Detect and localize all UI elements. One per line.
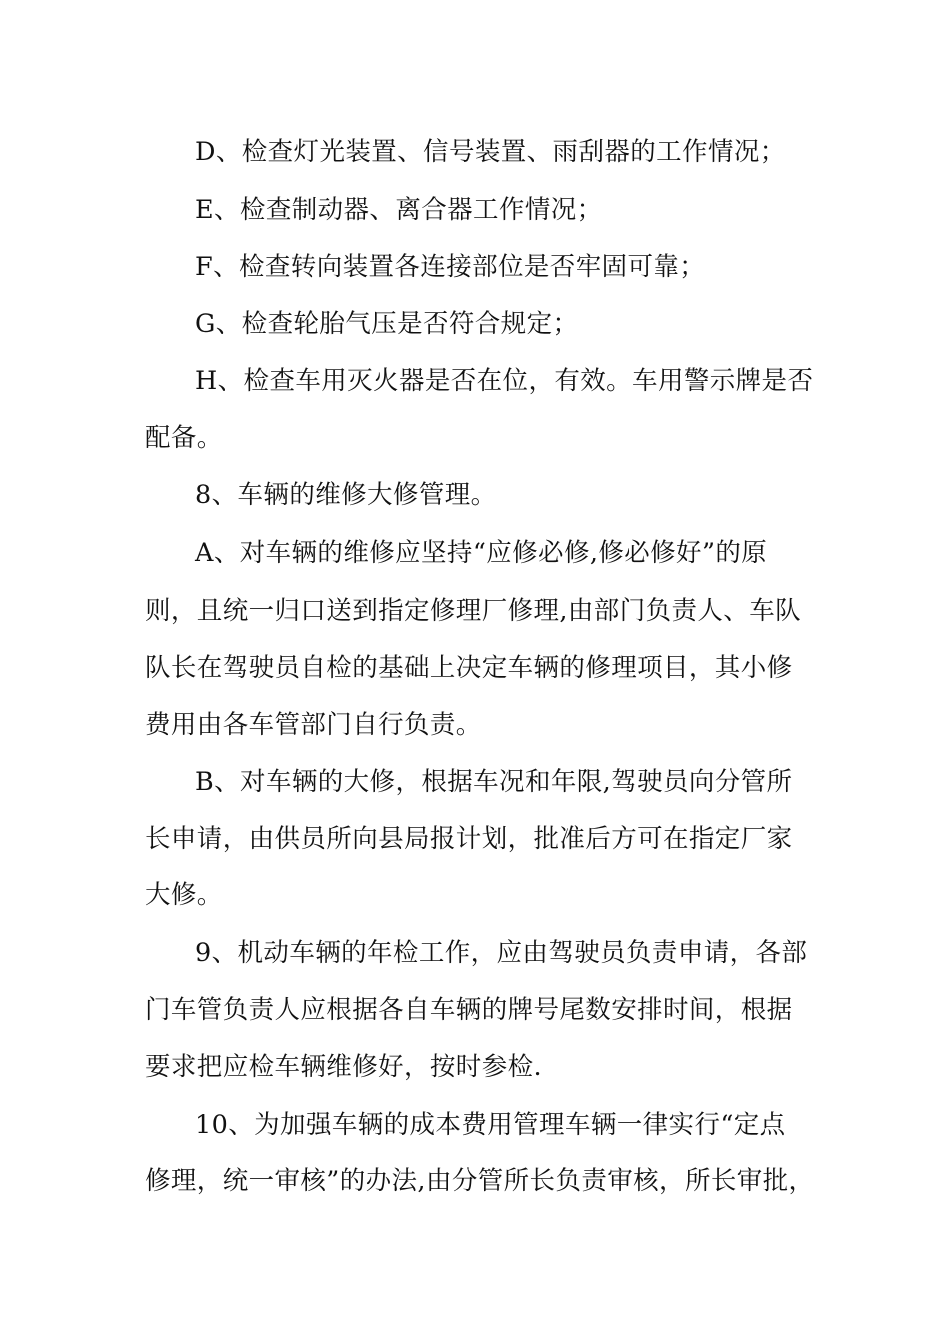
section-heading-8: 8、车辆的维修大修管理。 (195, 480, 497, 510)
text-line-b-3: 大修。 (145, 880, 223, 910)
text-line-h: H、检查车用灭火器是否在位，有效。车用警示牌是否 (195, 366, 814, 396)
text-line-10-2: 修理，统一审核”的办法,由分管所长负责审核，所长审批， (145, 1166, 815, 1196)
text-line-a-2: 则，且统一归口送到指定修理厂修理,由部门负责人、车队 (145, 596, 802, 626)
text-line-d: D、检查灯光装置、信号装置、雨刮器的工作情况； (195, 137, 786, 167)
text-line-a-3: 队长在驾驶员自检的基础上决定车辆的修理项目，其小修 (145, 653, 793, 683)
text-line-a-4: 费用由各车管部门自行负责。 (145, 710, 482, 740)
text-line-9-2: 门车管负责人应根据各自车辆的牌号尾数安排时间，根据 (145, 995, 793, 1025)
text-line-g: G、检查轮胎气压是否符合规定； (195, 309, 579, 339)
text-line-b-1: B、对车辆的大修，根据车况和年限,驾驶员向分管所 (195, 767, 793, 797)
text-line-h-cont: 配备。 (145, 423, 223, 453)
text-line-f: F、检查转向装置各连接部位是否牢固可靠； (195, 252, 706, 282)
text-line-a-1: A、对车辆的维修应坚持“应修必修,修必修好”的原 (195, 538, 768, 568)
text-line-e: E、检查制动器、离合器工作情况； (195, 195, 603, 225)
text-line-10-1: 10、为加强车辆的成本费用管理车辆一律实行“定点 (195, 1110, 786, 1140)
text-line-b-2: 长申请，由供员所向县局报计划，批准后方可在指定厂家 (145, 824, 793, 854)
text-line-9-3: 要求把应检车辆维修好，按时参检. (145, 1052, 543, 1082)
text-line-9-1: 9、机动车辆的年检工作，应由驾驶员负责申请，各部 (195, 938, 808, 968)
